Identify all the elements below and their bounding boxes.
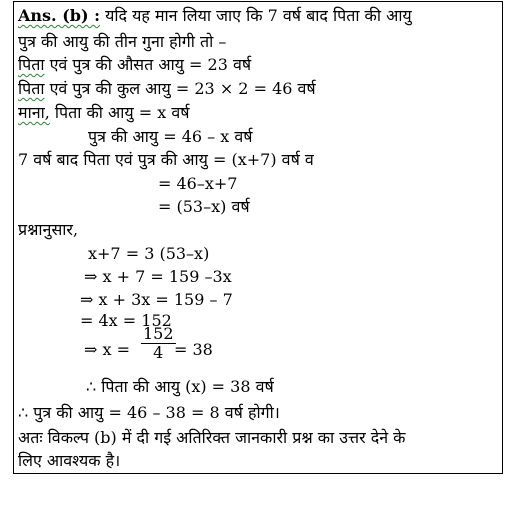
father-word-2: पिता bbox=[18, 79, 45, 98]
text-line-7: 7 वर्ष बाद पिता एवं पुत्र की आयु = (x+7) वर्ष व bbox=[18, 150, 314, 169]
text-line-1: यदि यह मान लिया जाए कि 7 वर्ष बाद पिता की आयु bbox=[105, 6, 412, 25]
answer-line-1 bbox=[18, 6, 412, 26]
text-line-4-rest: एवं पुत्र की कुल आयु = 23 × 2 = 46 वर्ष bbox=[44, 79, 316, 98]
text-line-12: ⇒ x + 7 = 159 –3x bbox=[84, 267, 232, 286]
text-line-19: लिए आवश्यक है। bbox=[18, 451, 121, 470]
text-line-5-rest: पिता की आयु = x वर्ष bbox=[49, 103, 190, 122]
text-line-6: पुत्र की आयु = 46 – x वर्ष bbox=[88, 127, 253, 146]
text-line-16: ∴ पिता की आयु (x) = 38 वर्ष bbox=[86, 377, 274, 396]
text-line-4 bbox=[18, 79, 316, 99]
text-line-17: ∴ पुत्र की आयु = 46 – 38 = 8 वर्ष होगी। bbox=[18, 403, 280, 422]
text-line-15-pre: ⇒ x = bbox=[84, 340, 131, 359]
fraction-numerator: 152 bbox=[143, 324, 174, 343]
text-line-15-post: = 38 bbox=[174, 340, 213, 359]
text-line-10: प्रश्नानुसार, bbox=[18, 220, 79, 239]
text-line-8: = 46–x+7 bbox=[158, 174, 238, 193]
text-line-3-rest: एवं पुत्र की औसत आयु = 23 वर्ष bbox=[44, 55, 252, 74]
text-line-18: अतः विकल्प (b) में दी गई अतिरिक्त जानकारी प्रश्न का उत्तर देने के bbox=[18, 428, 406, 447]
text-line-5 bbox=[18, 103, 189, 123]
text-line-11: x+7 = 3 (53–x) bbox=[88, 244, 210, 263]
text-line-9: = (53–x) वर्ष bbox=[158, 197, 250, 216]
text-line-13: ⇒ x + 3x = 159 – 7 bbox=[80, 290, 233, 309]
text-line-3 bbox=[18, 55, 251, 75]
fraction bbox=[141, 325, 176, 362]
assume-word: माना, bbox=[18, 103, 50, 122]
text-line-14: = 4x = 152 bbox=[80, 311, 172, 330]
father-word: पिता bbox=[18, 55, 45, 74]
text-line-2: पुत्र की आयु की तीन गुना होगी तो – bbox=[18, 32, 227, 51]
fraction-denominator: 4 bbox=[153, 343, 164, 362]
answer-label: Ans. (b) : bbox=[18, 6, 100, 25]
